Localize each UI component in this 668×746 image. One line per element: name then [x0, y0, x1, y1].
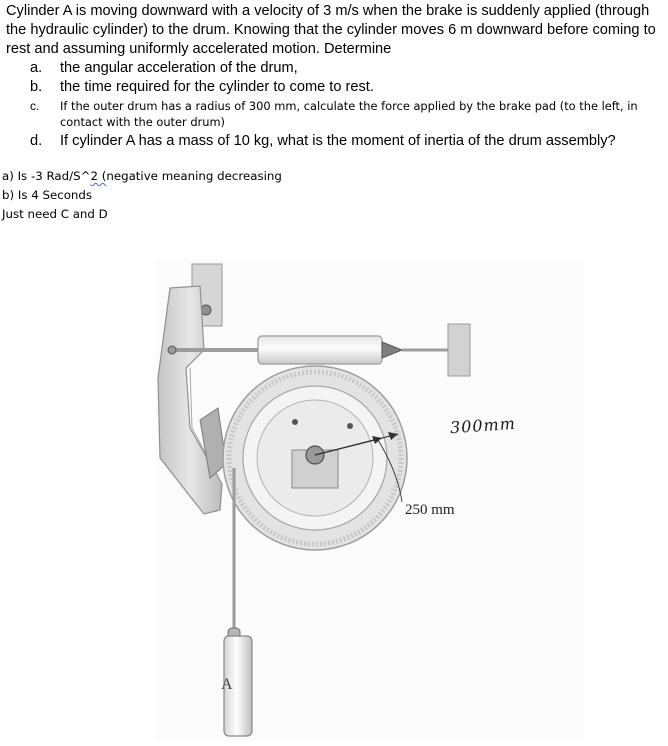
question-b	[6, 78, 662, 97]
drum-bolt-2	[347, 423, 353, 429]
student-answers	[2, 167, 282, 224]
question-a	[6, 59, 662, 78]
cylinder-a-label: A	[221, 676, 233, 693]
question-d-text: If cylinder A has a mass of 10 kg, what is the moment of inertia of the drum assembly?	[60, 133, 616, 149]
hydraulic-left-pin	[168, 346, 176, 354]
brake-drum-figure	[150, 258, 590, 744]
question-b-text: the time required for the cylinder to come to rest.	[60, 79, 374, 95]
answer-a-prefix: a) Is -3 Rad/S^	[2, 169, 91, 183]
right-support-block	[448, 324, 470, 376]
top-pivot-pin	[201, 305, 211, 315]
question-list	[6, 59, 662, 151]
answer-a	[2, 167, 282, 186]
answer-a-suffix: negative meaning decreasing	[106, 169, 282, 183]
outer-radius-label: 300mm	[449, 413, 517, 438]
hydraulic-cylinder	[258, 336, 382, 364]
problem-intro: Cylinder A is moving downward with a velocity of 3 m/s when the brake is suddenly applied (through the hydraulic cylinder) to the drum. Knowing that the cylinder moves 6 m downward before coming to rest and assuming uniformly accelerated motion. Determine	[6, 3, 656, 57]
question-d-marker: d.	[30, 133, 43, 149]
question-a-marker: a.	[30, 60, 43, 76]
inner-radius-label: 250 mm	[405, 502, 455, 518]
question-c-marker: c.	[30, 99, 40, 113]
answer-note: Just need C and D	[2, 207, 108, 221]
question-c	[6, 98, 662, 130]
question-c-text: If the outer drum has a radius of 300 mm, calculate the force applied by the brake pad (to the left, in contact with the outer drum)	[60, 99, 638, 129]
brake-drum-diagram	[150, 258, 590, 744]
drum-bolt-1	[292, 419, 298, 425]
answer-a-squiggle: 2 (	[90, 169, 107, 183]
question-b-marker: b.	[30, 79, 43, 95]
problem-statement	[6, 2, 662, 151]
question-d	[6, 132, 662, 151]
answer-b: b) Is 4 Seconds	[2, 188, 93, 202]
question-a-text: the angular acceleration of the drum,	[60, 60, 298, 76]
